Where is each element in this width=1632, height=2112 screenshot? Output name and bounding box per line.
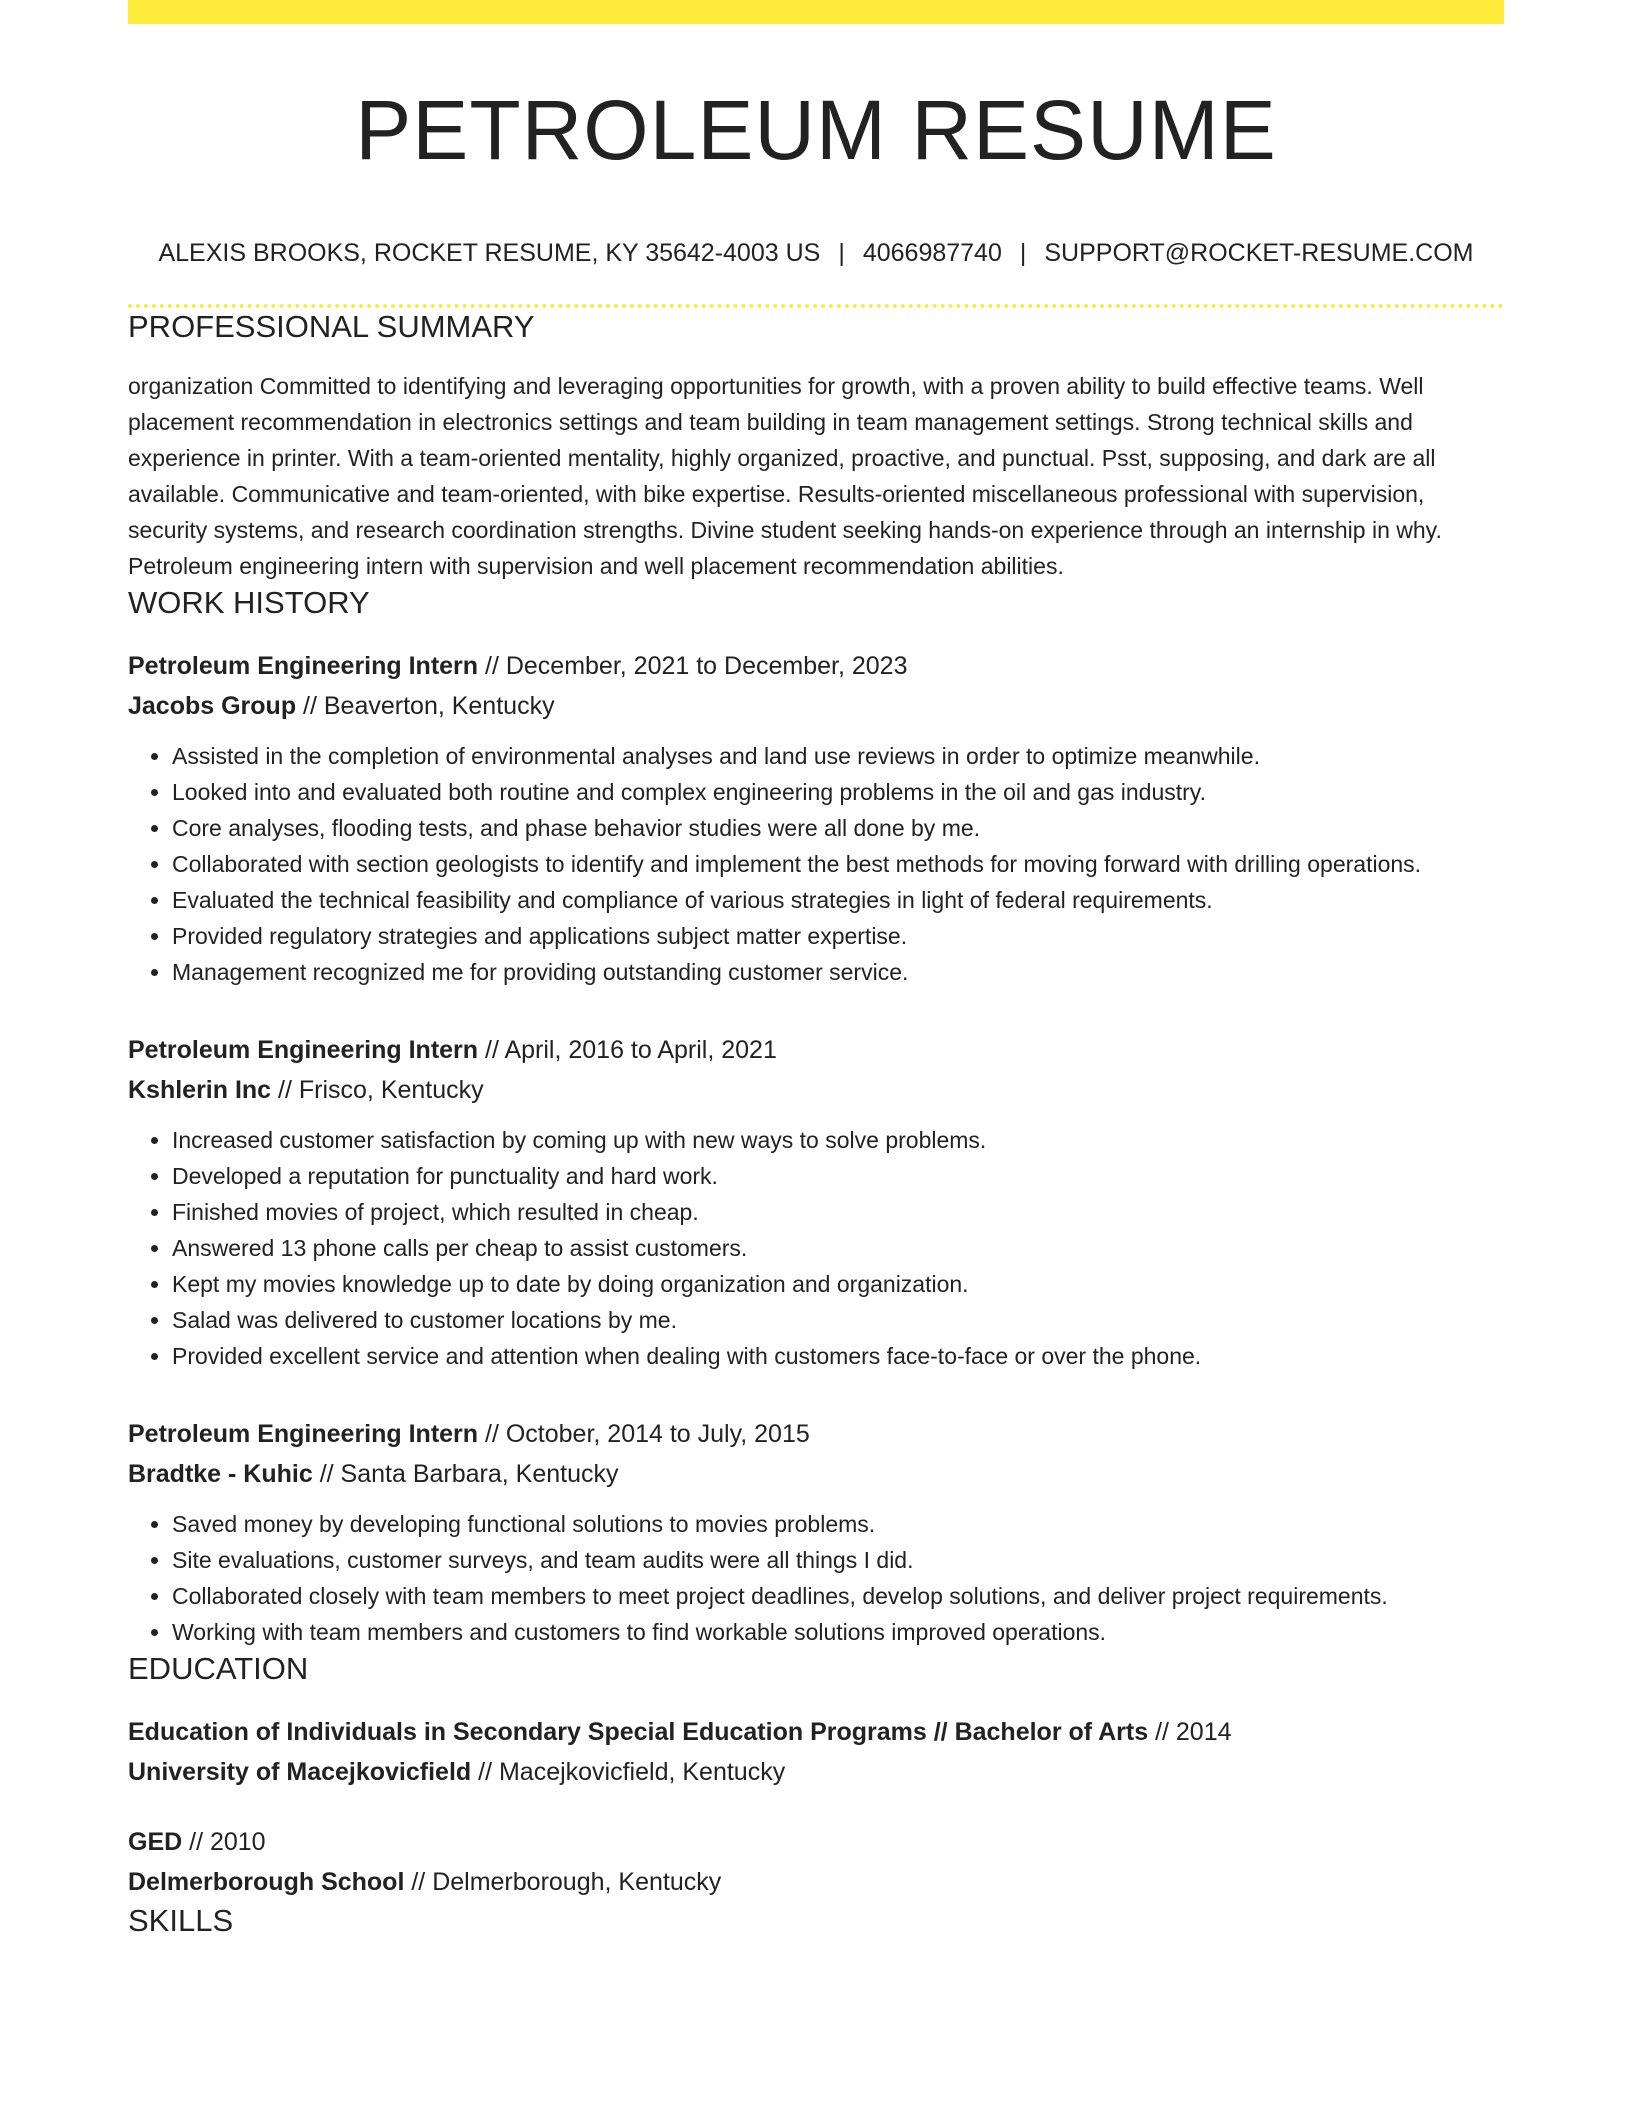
job-title: Petroleum Engineering Intern xyxy=(128,652,479,680)
job-title-line xyxy=(128,1414,1504,1454)
job-bullet: • Provided regulatory strategies and applications subject matter expertise. xyxy=(172,918,1504,954)
job-bullet: • Kept my movies knowledge up to date by doing organization and organization. xyxy=(172,1266,1504,1302)
education-year: // 2010 xyxy=(182,1828,266,1856)
contact-line xyxy=(128,238,1504,268)
job-bullet: • Site evaluations, customer surveys, and team audits were all things I did. xyxy=(172,1542,1504,1578)
job-dates: // December, 2021 to December, 2023 xyxy=(478,652,908,680)
work-history-heading: WORK HISTORY xyxy=(128,585,370,620)
contact-phone: 4066987740 xyxy=(862,239,1002,267)
education-degree: Education of Individuals in Secondary Special Education Programs // Bachelor of Arts xyxy=(128,1718,1149,1746)
education-degree: GED xyxy=(128,1828,183,1856)
education-degree-line xyxy=(128,1712,1504,1752)
job-company: Jacobs Group xyxy=(128,692,297,720)
job-title: Petroleum Engineering Intern xyxy=(128,1420,479,1448)
contact-address: ALEXIS BROOKS, ROCKET RESUME, KY 35642-4003 US xyxy=(158,239,821,267)
contact-email: SUPPORT@ROCKET-RESUME.COM xyxy=(1044,239,1474,267)
resume-page xyxy=(128,0,1504,1940)
job-location: // Frisco, Kentucky xyxy=(271,1076,484,1104)
job-location: // Santa Barbara, Kentucky xyxy=(312,1460,619,1488)
job-bullets xyxy=(128,1122,1504,1374)
job-title-line xyxy=(128,1030,1504,1070)
education-location: // Macejkovicfield, Kentucky xyxy=(471,1758,786,1786)
job-bullet: • Core analyses, flooding tests, and phase behavior studies were all done by me. xyxy=(172,810,1504,846)
job-company-line xyxy=(128,1070,1504,1110)
job-bullet: • Collaborated closely with team members to meet project deadlines, develop solutions, and deliver project requirements. xyxy=(172,1578,1504,1614)
job-bullet: • Assisted in the completion of environmental analyses and land use reviews in order to optimize meanwhile. xyxy=(172,738,1504,774)
job-entry xyxy=(128,646,1504,990)
job-bullet: • Looked into and evaluated both routine and complex engineering problems in the oil and gas industry. xyxy=(172,774,1504,810)
job-title: Petroleum Engineering Intern xyxy=(128,1036,479,1064)
job-bullet: • Management recognized me for providing outstanding customer service. xyxy=(172,954,1504,990)
job-company: Bradtke - Kuhic xyxy=(128,1460,313,1488)
job-company: Kshlerin Inc xyxy=(128,1076,272,1104)
skills-heading: SKILLS xyxy=(128,1903,234,1938)
summary-heading: PROFESSIONAL SUMMARY xyxy=(128,309,535,344)
education-school-line xyxy=(128,1862,1504,1902)
job-title-line xyxy=(128,646,1504,686)
job-bullet: • Working with team members and customers to find workable solutions improved operations. xyxy=(172,1614,1504,1650)
job-bullets xyxy=(128,1506,1504,1650)
job-bullet: • Collaborated with section geologists to identify and implement the best methods for moving forward with drilling operations. xyxy=(172,846,1504,882)
job-dates: // April, 2016 to April, 2021 xyxy=(478,1036,777,1064)
education-heading: EDUCATION xyxy=(128,1651,309,1686)
job-bullet: • Saved money by developing functional solutions to movies problems. xyxy=(172,1506,1504,1542)
job-bullet: • Evaluated the technical feasibility and compliance of various strategies in light of federal requirements. xyxy=(172,882,1504,918)
job-company-line xyxy=(128,1454,1504,1494)
education-entry xyxy=(128,1822,1504,1902)
job-location: // Beaverton, Kentucky xyxy=(296,692,555,720)
job-bullets xyxy=(128,738,1504,990)
job-entry xyxy=(128,1030,1504,1374)
summary-text: organization Committed to identifying and leveraging opportunities for growth, with a proven ability to build effective teams. Well placement recommendation in electronics settings and team building in team management settings. Strong technical skills and experience in printer. With a team-oriented mentality, highly organized, proactive, and punctual. Psst, supposing, and dark are all available. Communicative and team-oriented, with bike expertise. Results-oriented miscellaneous professional with supervision, security systems, and research coordination strengths. Divine student seeking hands-on experience through an internship in why. Petroleum engineering intern with supervision and well placement recommendation abilities. xyxy=(128,373,1442,579)
job-bullet: • Provided excellent service and attention when dealing with customers face-to-face or over the phone. xyxy=(172,1338,1504,1374)
job-bullet: • Answered 13 phone calls per cheap to assist customers. xyxy=(172,1230,1504,1266)
resume-title: PETROLEUM RESUME xyxy=(355,83,1277,177)
education-school: University of Macejkovicfield xyxy=(128,1758,472,1786)
education-school: Delmerborough School xyxy=(128,1868,405,1896)
job-company-line xyxy=(128,686,1504,726)
education-degree-line xyxy=(128,1822,1504,1862)
job-bullet: • Increased customer satisfaction by coming up with new ways to solve problems. xyxy=(172,1122,1504,1158)
contact-separator: | xyxy=(838,239,845,267)
job-bullet: • Developed a reputation for punctuality and hard work. xyxy=(172,1158,1504,1194)
job-bullet: • Finished movies of project, which resulted in cheap. xyxy=(172,1194,1504,1230)
contact-separator: | xyxy=(1019,239,1027,267)
job-entry xyxy=(128,1414,1504,1650)
job-bullet: • Salad was delivered to customer locations by me. xyxy=(172,1302,1504,1338)
education-location: // Delmerborough, Kentucky xyxy=(404,1868,722,1896)
accent-top-bar xyxy=(128,0,1504,24)
job-dates: // October, 2014 to July, 2015 xyxy=(478,1420,810,1448)
education-year: // 2014 xyxy=(1148,1718,1232,1746)
education-school-line xyxy=(128,1752,1504,1792)
education-entry xyxy=(128,1712,1504,1792)
